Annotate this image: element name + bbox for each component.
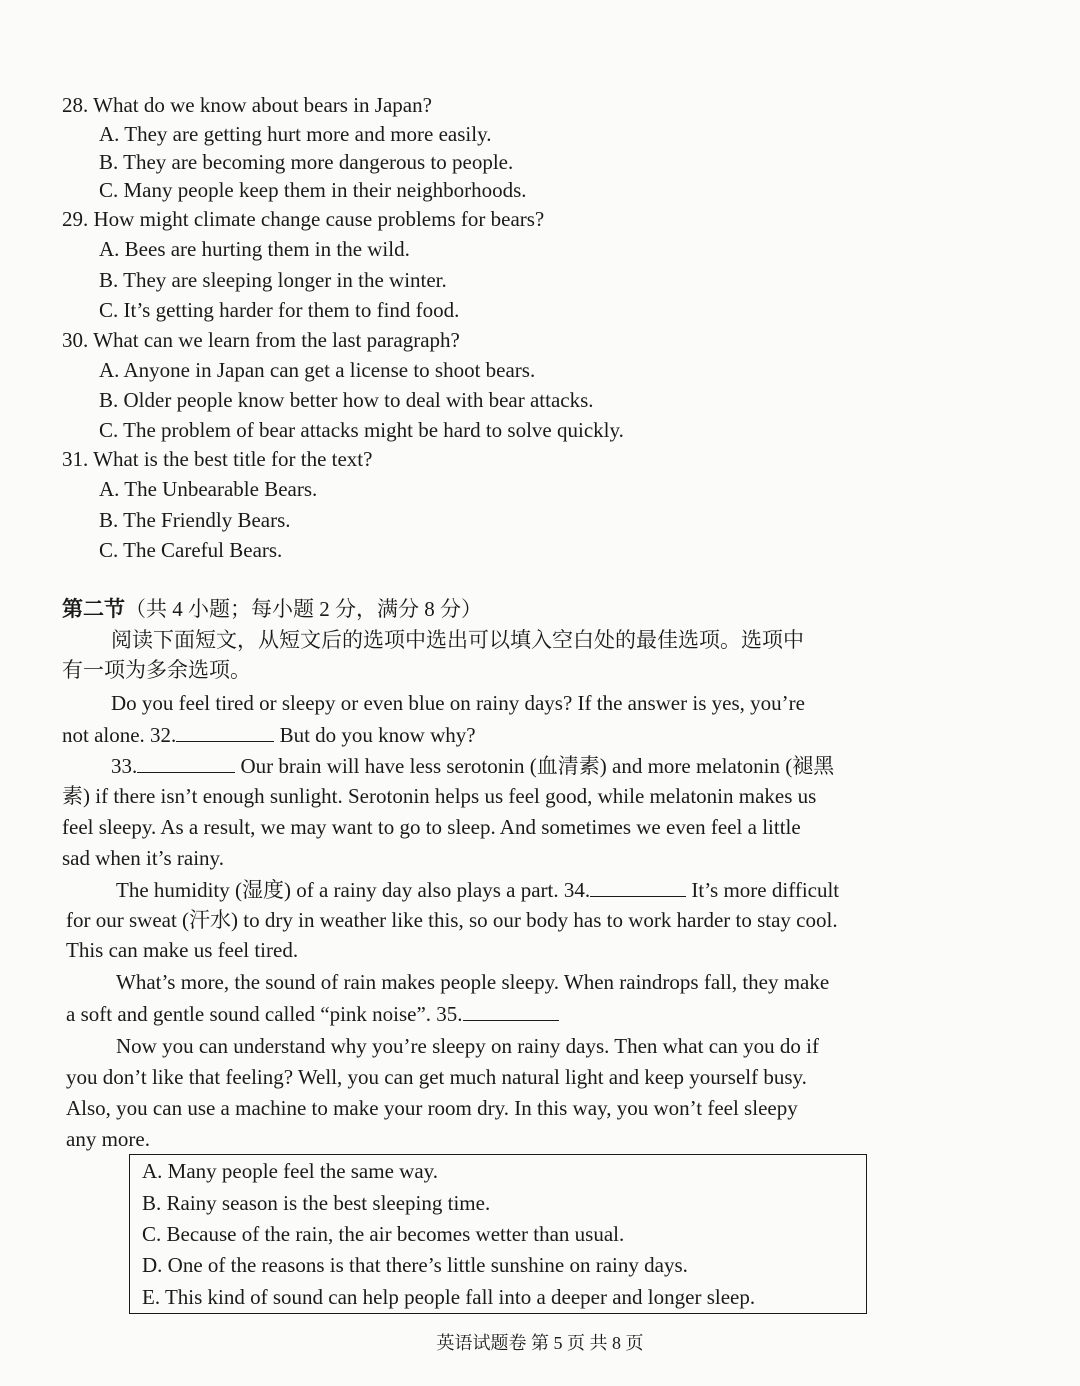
answer-option-c: C. Because of the rain, the air becomes wetter than usual. bbox=[142, 1222, 625, 1246]
question-29-option-c: C. It’s getting harder for them to find food. bbox=[99, 298, 460, 322]
passage-text: a soft and gentle sound called “pink noise”. 35. bbox=[66, 1002, 463, 1026]
passage-p5-line-1: Now you can understand why you’re sleepy on rainy days. Then what can you do if bbox=[116, 1034, 819, 1058]
passage-text: Our brain will have less serotonin (血清素) and more melatonin (褪黑 bbox=[235, 754, 835, 778]
answer-option-b: B. Rainy season is the best sleeping time. bbox=[142, 1191, 491, 1215]
passage-p2-line-4: sad when it’s rainy. bbox=[62, 846, 224, 870]
blank-35 bbox=[463, 1000, 559, 1021]
question-31-option-a: A. The Unbearable Bears. bbox=[99, 477, 318, 501]
passage-p5-line-3: Also, you can use a machine to make your room dry. In this way, you won’t feel sleepy bbox=[66, 1096, 798, 1120]
passage-p1-line-1: Do you feel tired or sleepy or even blue on rainy days? If the answer is yes, you’re bbox=[111, 691, 805, 715]
section-instructions-line-2: 有一项为多余选项。 bbox=[62, 658, 251, 682]
passage-text: not alone. 32. bbox=[62, 723, 177, 747]
page-footer: 英语试题卷 第 5 页 共 8 页 bbox=[436, 1333, 644, 1353]
section-instructions-line-1: 阅读下面短文，从短文后的选项中选出可以填入空白处的最佳选项。选项中 bbox=[111, 628, 804, 652]
question-28-option-b: B. They are becoming more dangerous to people. bbox=[99, 150, 514, 174]
question-31-option-c: C. The Careful Bears. bbox=[99, 538, 283, 562]
section-heading bbox=[62, 596, 482, 622]
question-29-option-a: A. Bees are hurting them in the wild. bbox=[99, 237, 410, 261]
passage-p2-line-3: feel sleepy. As a result, we may want to go to sleep. And sometimes we even feel a little bbox=[62, 815, 801, 839]
passage-p4-line-2 bbox=[66, 1000, 559, 1027]
passage-p5-line-2: you don’t like that feeling? Well, you can get much natural light and keep yourself busy. bbox=[66, 1065, 807, 1089]
passage-p4-line-1: What’s more, the sound of rain makes people sleepy. When raindrops fall, they make bbox=[116, 970, 830, 994]
question-30-option-a: A. Anyone in Japan can get a license to shoot bears. bbox=[99, 358, 536, 382]
question-30-option-c: C. The problem of bear attacks might be hard to solve quickly. bbox=[99, 418, 624, 442]
passage-text: 33. bbox=[111, 754, 138, 778]
blank-34 bbox=[590, 876, 686, 897]
passage-text: But do you know why? bbox=[274, 723, 476, 747]
passage-p5-line-4: any more. bbox=[66, 1127, 150, 1151]
section-scoring: （共 4 小题；每小题 2 分，满分 8 分） bbox=[125, 597, 482, 621]
passage-text: It’s more difficult bbox=[686, 878, 840, 902]
answer-option-d: D. One of the reasons is that there’s little sunshine on rainy days. bbox=[142, 1253, 688, 1277]
answer-option-e: E. This kind of sound can help people fall into a deeper and longer sleep. bbox=[142, 1285, 756, 1309]
question-29-stem: 29. How might climate change cause problems for bears? bbox=[62, 207, 545, 231]
passage-p2-line-1 bbox=[111, 752, 834, 779]
section-title: 第二节 bbox=[62, 597, 125, 621]
answer-options-box bbox=[129, 1154, 867, 1314]
passage-p3-line-1 bbox=[116, 876, 839, 903]
blank-33 bbox=[137, 752, 235, 773]
question-31-stem: 31. What is the best title for the text? bbox=[62, 447, 373, 471]
passage-p1-line-2 bbox=[62, 721, 476, 748]
question-31-option-b: B. The Friendly Bears. bbox=[99, 508, 291, 532]
answer-option-a: A. Many people feel the same way. bbox=[142, 1159, 439, 1183]
question-30-stem: 30. What can we learn from the last paragraph? bbox=[62, 328, 460, 352]
blank-32 bbox=[176, 721, 274, 742]
question-28-stem: 28. What do we know about bears in Japan? bbox=[62, 93, 432, 117]
question-28-option-a: A. They are getting hurt more and more easily. bbox=[99, 122, 492, 146]
question-29-option-b: B. They are sleeping longer in the winter. bbox=[99, 268, 447, 292]
passage-p3-line-2: for our sweat (汗水) to dry in weather like this, so our body has to work harder to stay cool. bbox=[66, 908, 838, 932]
passage-p3-line-3: This can make us feel tired. bbox=[66, 938, 299, 962]
question-28-option-c: C. Many people keep them in their neighborhoods. bbox=[99, 178, 527, 202]
passage-text: The humidity (湿度) of a rainy day also plays a part. 34. bbox=[116, 878, 591, 902]
passage-p2-line-2: 素) if there isn’t enough sunlight. Serotonin helps us feel good, while melatonin makes us bbox=[62, 784, 817, 808]
question-30-option-b: B. Older people know better how to deal with bear attacks. bbox=[99, 388, 594, 412]
